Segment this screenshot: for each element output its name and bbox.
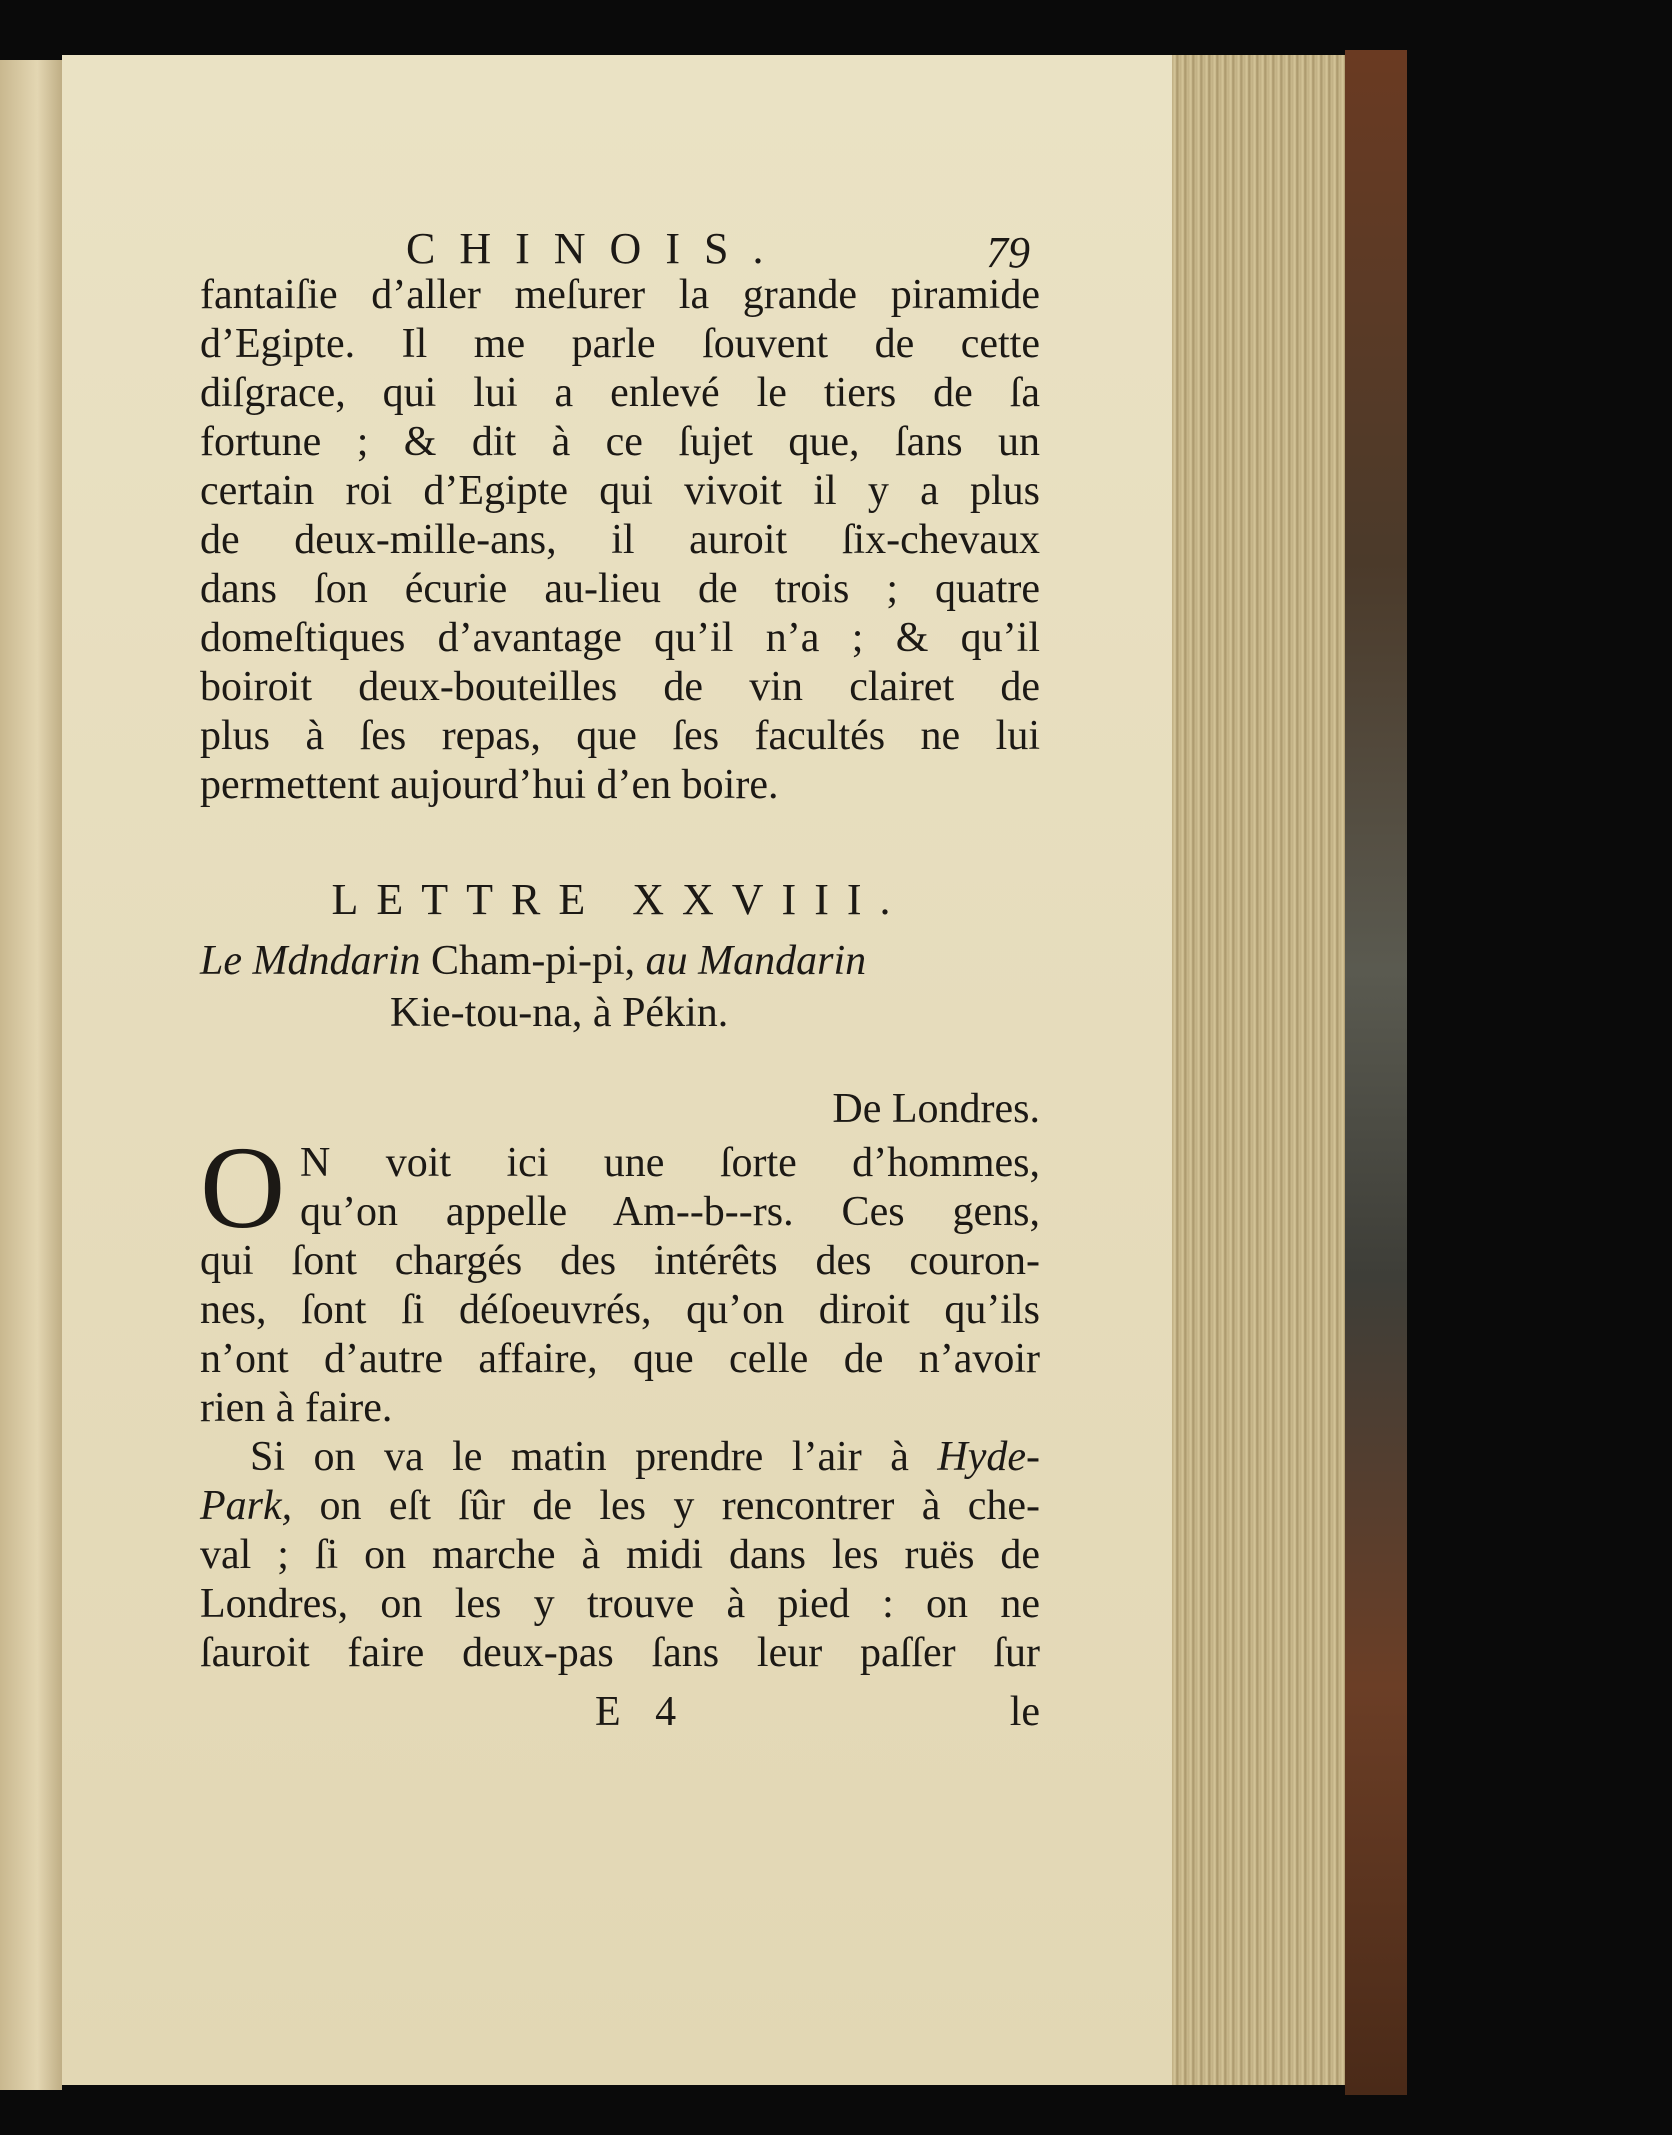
text-line: fantaiſie d’aller meſurer la grande piramide bbox=[200, 272, 1040, 318]
sender-name: Cham-pi-pi, bbox=[431, 938, 636, 984]
page-footer bbox=[200, 1688, 1040, 1748]
text-line: qu’on appelle Am--b--rs. Ces gens, bbox=[300, 1189, 1040, 1235]
text-line: certain roi d’Egipte qui vivoit il y a plus bbox=[200, 468, 1040, 514]
text-line: boiroit deux-bouteilles de vin clairet de bbox=[200, 664, 1040, 710]
text-line: nes, ſont ſi déſoeuvrés, qu’on diroit qu’ils bbox=[200, 1287, 1040, 1333]
text-line: plus à ſes repas, que ſes facultés ne lui bbox=[200, 713, 1040, 759]
letter-address bbox=[200, 935, 1040, 1039]
text-line: de deux-mille-ans, il auroit ſix-chevaux bbox=[200, 517, 1040, 563]
address-to: au bbox=[645, 938, 688, 984]
text-line: N voit ici une ſorte d’hommes, bbox=[300, 1140, 1040, 1186]
text-line: qui ſont chargés des intérêts des couron- bbox=[200, 1238, 1040, 1284]
text-line: n’ont d’autre affaire, que celle de n’avoir bbox=[200, 1336, 1040, 1382]
text-line: permettent aujourd’hui d’en boire. bbox=[200, 762, 779, 808]
text-line: Londres, on les y trouve à pied : on ne bbox=[200, 1581, 1040, 1627]
text-line: ſauroit faire deux-pas ſans leur paſſer ſur bbox=[200, 1630, 1040, 1676]
book-cover-edge bbox=[1345, 50, 1407, 2095]
italic-place: Hyde- bbox=[937, 1434, 1041, 1480]
text-line: fortune ; & dit à ce ſujet que, ſans un bbox=[200, 419, 1040, 465]
paragraph-3 bbox=[200, 1433, 1040, 1678]
italic-place: Park, bbox=[200, 1483, 293, 1529]
paragraph-2 bbox=[200, 1122, 1040, 1433]
facing-page-edge bbox=[0, 60, 62, 2090]
recipient-title: Mandarin bbox=[698, 938, 867, 984]
address-line-2: Kie-tou-na, à Pékin. bbox=[390, 990, 729, 1036]
text-line bbox=[200, 1482, 1040, 1531]
letter-place: De Londres. bbox=[832, 1086, 1040, 1132]
running-head bbox=[200, 205, 1040, 277]
catchword: le bbox=[1009, 1689, 1040, 1735]
page-text bbox=[200, 205, 1040, 1748]
running-title: CHINOIS. bbox=[406, 224, 788, 273]
letter-heading: LETTRE XXVIII. bbox=[331, 875, 909, 924]
text-line: rien à faire. bbox=[200, 1385, 393, 1431]
text-line: diſgrace, qui lui a enlevé le tiers de ſa bbox=[200, 370, 1040, 416]
drop-cap: O bbox=[200, 1122, 286, 1253]
address-prefix: Le Mdndarin bbox=[200, 938, 421, 984]
text-fragment: Si on va le matin prendre l’air à bbox=[250, 1434, 909, 1480]
page-block-edges bbox=[1172, 55, 1347, 2085]
paragraph-1 bbox=[200, 271, 1040, 810]
text-line: domeſtiques d’avantage qu’il n’a ; & qu’il bbox=[200, 615, 1040, 661]
text-line: val ; ſi on marche à midi dans les ruës de bbox=[200, 1532, 1040, 1578]
text-line: dans ſon écurie au-lieu de trois ; quatre bbox=[200, 566, 1040, 612]
text-line bbox=[200, 1433, 1040, 1482]
text-fragment: on eſt ſûr de les y rencontrer à che- bbox=[319, 1483, 1040, 1529]
page-number: 79 bbox=[986, 228, 1030, 277]
text-line: d’Egipte. Il me parle ſouvent de cette bbox=[200, 321, 1040, 367]
address-line-1 bbox=[200, 935, 1040, 987]
signature-mark: E 4 bbox=[595, 1689, 689, 1735]
